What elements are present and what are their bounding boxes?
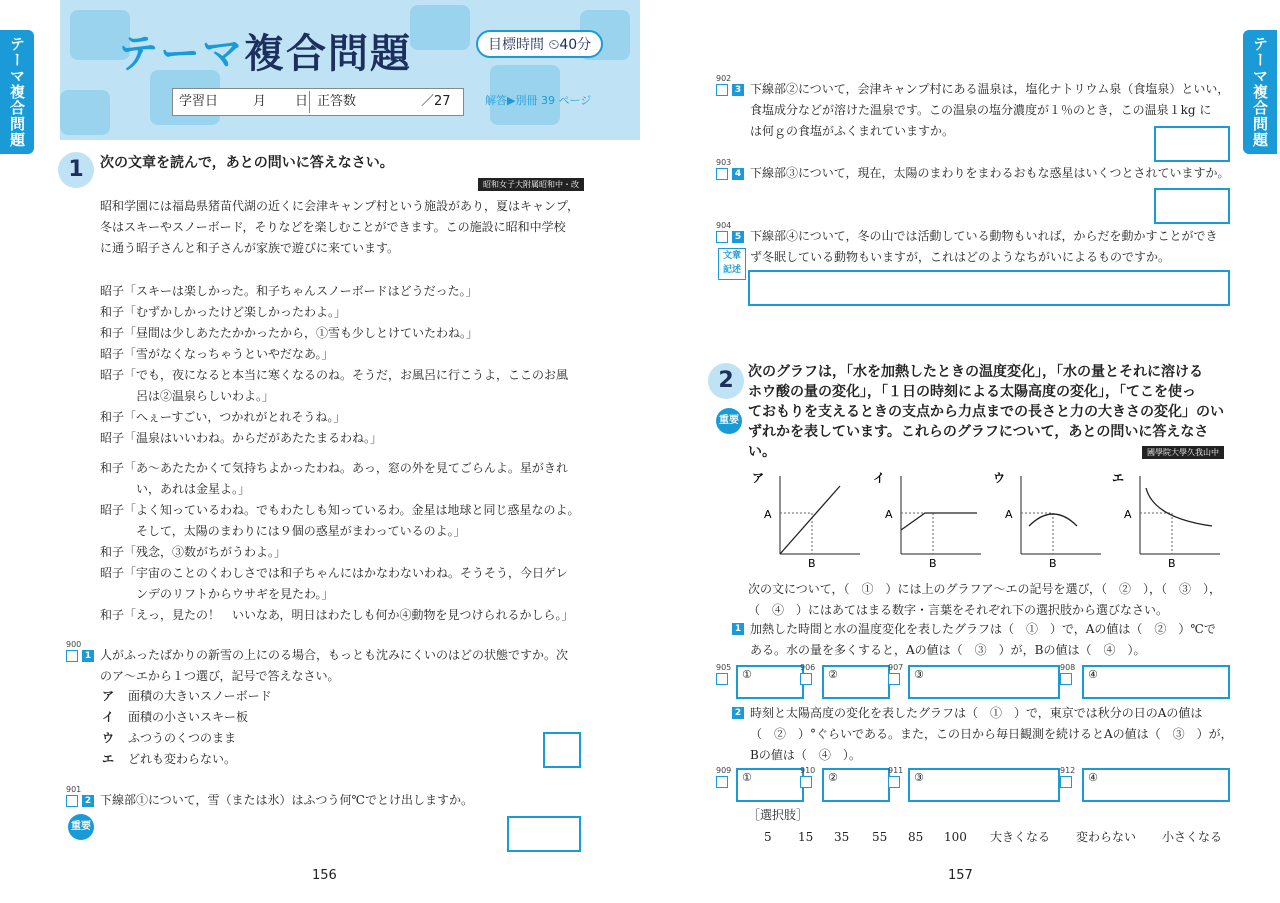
- dialogue-line: 昭子「雪がなくなっちゃうといやだなあ。」: [100, 347, 334, 361]
- check-box[interactable]: [1060, 673, 1072, 685]
- x-axis-label: B: [929, 557, 937, 568]
- text-line: （ ② ）°ぐらいである。また，この日から毎日観測を続けるとAの値は（ ③ ）が，: [750, 727, 1233, 741]
- answer-box-904[interactable]: [748, 270, 1230, 306]
- check-box[interactable]: [1060, 776, 1072, 788]
- answer-box-903[interactable]: [1154, 188, 1230, 224]
- choice-item: [102, 728, 236, 749]
- text-line: 冬はスキーやスノーボード，そりなどを楽しむことができます。この施設に昭和中学校: [100, 220, 566, 234]
- y-axis-label: A: [1124, 508, 1132, 521]
- box-label: ①: [742, 771, 752, 784]
- choice-text: どれも変わらない。: [128, 752, 237, 766]
- text-line: 加熱した時間と水の温度変化を表したグラフは（ ① ）で，Aの値は（ ② ）℃で: [750, 622, 1216, 636]
- choice-label: イ: [102, 710, 115, 724]
- graph-svg: [1112, 468, 1222, 568]
- box-label: ③: [914, 668, 924, 681]
- choice-item: [102, 707, 248, 728]
- side-tab: テーマ複合問題: [1243, 30, 1277, 154]
- text-line: のア～エから１つ選び，記号で答えなさい。: [100, 669, 340, 683]
- choice-item: [102, 749, 236, 770]
- check-box[interactable]: [716, 84, 728, 96]
- item-id: 906: [800, 663, 816, 672]
- answer-box-908[interactable]: [1082, 665, 1230, 699]
- sub-number: 4: [732, 168, 744, 180]
- graph-3: [993, 468, 1103, 572]
- heading-line: ずれかを表しています。これらのグラフについて，あとの問いに答えなさ: [748, 424, 1209, 440]
- text-line: 食塩成分などが溶けた温泉です。この温泉の塩分濃度が１％のとき，この温泉１kg に: [750, 103, 1212, 117]
- sub-number: 2: [82, 795, 94, 807]
- dialogue-line: 和子「えっ，見たの！ いいなあ，明日はわたしも何か④動物を見つけられるかしら。」: [100, 608, 574, 622]
- text-line: 昭和学園には福島県猪苗代湖の近くに会津キャンプ村という施設があり，夏はキャンプ，: [100, 199, 580, 213]
- graph-curve: [780, 486, 840, 554]
- sub-number: 1: [82, 650, 94, 662]
- dialogue-line: ンデのリフトからウサギを見たわ。」: [100, 587, 334, 601]
- graph-svg: [873, 468, 983, 568]
- dialogue-line: 和子「残念，③数がちがうわよ。」: [100, 545, 287, 559]
- check-box[interactable]: [716, 231, 728, 243]
- choice-option: 85: [908, 830, 924, 844]
- choice-option: 15: [798, 830, 814, 844]
- item-id: 910: [800, 766, 816, 775]
- answer-box-906[interactable]: [822, 665, 890, 699]
- sub2-text: 下線部①について，雪（または氷）はふつう何℃でとけ出しますか。: [100, 793, 473, 807]
- graph-curve: [1146, 488, 1212, 526]
- graph-curve: [1029, 514, 1077, 526]
- answer-box-902[interactable]: [1154, 126, 1230, 162]
- dialogue-line: 昭子「宇宙のことのくわしさでは和子ちゃんにはかなわないわね。そうそう，今日ゲレ: [100, 566, 568, 580]
- important-badge: 重要: [716, 408, 742, 434]
- check-box[interactable]: [888, 673, 900, 685]
- choice-option: 5: [764, 830, 772, 844]
- target-time: 目標時間 ⏲40分: [476, 30, 603, 58]
- dialogue-line: 和子「あ～あたたかくて気持ちよかったわね。あっ，窓の外を見てごらんよ。星がきれ: [100, 461, 568, 475]
- page-number: 157: [948, 868, 973, 883]
- graph-svg: [993, 468, 1103, 568]
- check-box[interactable]: [888, 776, 900, 788]
- sub-number: 3: [732, 84, 744, 96]
- choice-label: エ: [102, 752, 115, 766]
- graph-1: [752, 468, 862, 572]
- answer-ref: 解答▶別冊 39 ページ: [485, 94, 592, 107]
- item-id: 905: [716, 663, 732, 672]
- dialogue-line: 昭子「でも，夜になると本当に寒くなるのね。そうだ，お風呂に行こうよ，ここのお風: [100, 368, 569, 382]
- right-page: [640, 0, 1280, 903]
- text-line: 次の文について，（ ① ）には上のグラフア～エの記号を選び，（ ② ），（ ③ ），: [748, 582, 1222, 596]
- dialogue-line: 和子「むずかしかったけど楽しかったわよ。」: [100, 305, 347, 319]
- dialogue-line: 昭子「温泉はいいわね。からだがあたたまるわね。」: [100, 431, 383, 445]
- choice-option: 100: [944, 830, 967, 844]
- dialogue-line: 和子「へぇーすごい，つかれがとれそうね。」: [100, 410, 346, 424]
- graph-label: エ: [1112, 471, 1125, 485]
- answer-box-912[interactable]: [1082, 768, 1230, 802]
- box-label: ②: [828, 668, 838, 681]
- dialogue-line: い，あれは金星よ。」: [100, 482, 251, 496]
- choice-text: 面積の小さいスキー板: [128, 710, 249, 724]
- question-number: 2: [708, 363, 744, 399]
- choice-item: [102, 686, 272, 707]
- side-tab: テーマ複合問題: [0, 30, 34, 154]
- graph-label: イ: [873, 471, 886, 485]
- check-box[interactable]: [716, 168, 728, 180]
- graph-curve: [901, 513, 977, 530]
- dialogue-line: 昭子「スキーは楽しかった。和子ちゃんスノーボードはどうだった。」: [100, 284, 478, 298]
- x-axis-label: B: [808, 557, 816, 568]
- item-id: 902: [716, 74, 732, 83]
- check-box[interactable]: [800, 673, 812, 685]
- box-label: ④: [1088, 771, 1098, 784]
- answer-box-907[interactable]: [908, 665, 1060, 699]
- item-id: 901: [66, 785, 82, 794]
- graph-label: ア: [752, 471, 765, 485]
- question-heading: 次の文章を読んで，あとの問いに答えなさい。: [100, 155, 394, 171]
- heading-line: 次のグラフは，「水を加熱したときの温度変化」，「水の量とそれに溶ける: [748, 364, 1203, 380]
- item-id: 911: [888, 766, 904, 775]
- check-box[interactable]: [800, 776, 812, 788]
- dialogue-line: 昭子「よく知っているわね。でもわたしも知っているわ。金星は地球と同じ惑星なのよ。: [100, 503, 580, 517]
- heading-line: い。: [748, 444, 776, 460]
- sub-number: 2: [732, 707, 744, 719]
- item-id: 903: [716, 158, 732, 167]
- heading-line: ておもりを支えるときの支点から力点までの長さと力の大きさの変化」のい: [748, 404, 1224, 420]
- school-tag: 國學院大學久我山中: [1142, 446, 1224, 459]
- writing-badge: 文章記述: [718, 248, 746, 280]
- x-axis-label: B: [1168, 557, 1176, 568]
- text-line: に通う昭子さんと和子さんが家族で遊びに来ています。: [100, 241, 400, 255]
- answer-box-905[interactable]: [736, 665, 804, 699]
- text-line: 下線部④について，冬の山では活動している動物もいれば，からだを動かすことができ: [750, 229, 1218, 243]
- choice-option: 大きくなる: [990, 830, 1051, 844]
- important-badge: 重要: [68, 814, 94, 840]
- y-axis-label: A: [764, 508, 772, 521]
- graph-label: ウ: [993, 471, 1006, 485]
- graph-4: [1112, 468, 1222, 572]
- box-label: ③: [914, 771, 924, 784]
- y-axis-label: A: [885, 508, 893, 521]
- text-line: Bの値は（ ④ ）。: [750, 748, 861, 762]
- box-label: ②: [828, 771, 838, 784]
- dialogue-line: そして，太陽のまわりには９個の惑星がまわっているのよ。」: [100, 524, 466, 538]
- choice-label: ア: [102, 689, 115, 703]
- check-box[interactable]: [66, 795, 78, 807]
- check-box[interactable]: [66, 650, 78, 662]
- choice-option: 35: [834, 830, 850, 844]
- question-number: 1: [58, 152, 94, 188]
- answer-box-909[interactable]: [736, 768, 804, 802]
- text-line: 時刻と太陽高度の変化を表したグラフは（ ① ）で，東京では秋分の日のAの値は: [750, 706, 1203, 720]
- y-axis-label: A: [1005, 508, 1013, 521]
- answer-box-911[interactable]: [908, 768, 1060, 802]
- item-id: 912: [1060, 766, 1076, 775]
- dialogue-line: 和子「昼間は少しあたたかかったから，①雪も少しとけていたわね。」: [100, 326, 479, 340]
- check-box[interactable]: [716, 776, 728, 788]
- answer-box-901[interactable]: [507, 816, 581, 852]
- text-line: 下線部②について，会津キャンプ村にある温泉は，塩化ナトリウム泉（食塩泉）といい，: [750, 82, 1230, 96]
- graph-2: [873, 468, 983, 572]
- school-tag: 昭和女子大附属昭和中・改: [478, 178, 584, 191]
- text-line: ず冬眠している動物もいますが，これはどのようなちがいによるものですか。: [750, 250, 1171, 264]
- score-box: 学習日 月 日 正答数 ／27: [172, 88, 464, 116]
- choices-label: ［選択肢］: [748, 808, 809, 822]
- sub-number: 1: [732, 623, 744, 635]
- item-id: 908: [1060, 663, 1076, 672]
- page-number: 156: [312, 868, 337, 883]
- choice-text: 面積の大きいスノーボード: [128, 689, 272, 703]
- answer-box-900[interactable]: [543, 732, 581, 768]
- choice-text: ふつうのくつのまま: [128, 731, 237, 745]
- choice-option: 小さくなる: [1162, 830, 1223, 844]
- page-title: テーマ複合問題: [118, 31, 412, 77]
- choice-option: 変わらない: [1076, 830, 1137, 844]
- choice-option: 55: [872, 830, 888, 844]
- choice-label: ウ: [102, 731, 115, 745]
- heading-line: ホウ酸の量の変化」，「１日の時刻による太陽高度の変化」，「てこを使っ: [748, 384, 1196, 400]
- item-id: 909: [716, 766, 732, 775]
- item-id: 904: [716, 221, 732, 230]
- dialogue-line: 呂は②温泉らしいわよ。」: [100, 389, 275, 403]
- sub4-text: 下線部③について，現在，太陽のまわりをまわるおもな惑星はいくつとされていますか。: [750, 166, 1230, 180]
- check-box[interactable]: [716, 673, 728, 685]
- item-id: 900: [66, 640, 82, 649]
- answer-box-910[interactable]: [822, 768, 890, 802]
- x-axis-label: B: [1049, 557, 1057, 568]
- text-line: ある。水の量を多くすると，Aの値は（ ③ ）が，Bの値は（ ④ ）。: [750, 643, 1146, 657]
- box-label: ④: [1088, 668, 1098, 681]
- text-line: 人がふったばかりの新雪の上にのる場合，もっとも沈みにくいのはどの状態ですか。次: [100, 648, 569, 662]
- item-id: 907: [888, 663, 904, 672]
- sub-number: 5: [732, 231, 744, 243]
- text-line: は何ｇの食塩がふくまれていますか。: [750, 124, 955, 138]
- box-label: ①: [742, 668, 752, 681]
- text-line: （ ④ ）にはあてはまる数字・言葉をそれぞれ下の選択肢から選びなさい。: [748, 603, 1169, 617]
- graph-svg: [752, 468, 862, 568]
